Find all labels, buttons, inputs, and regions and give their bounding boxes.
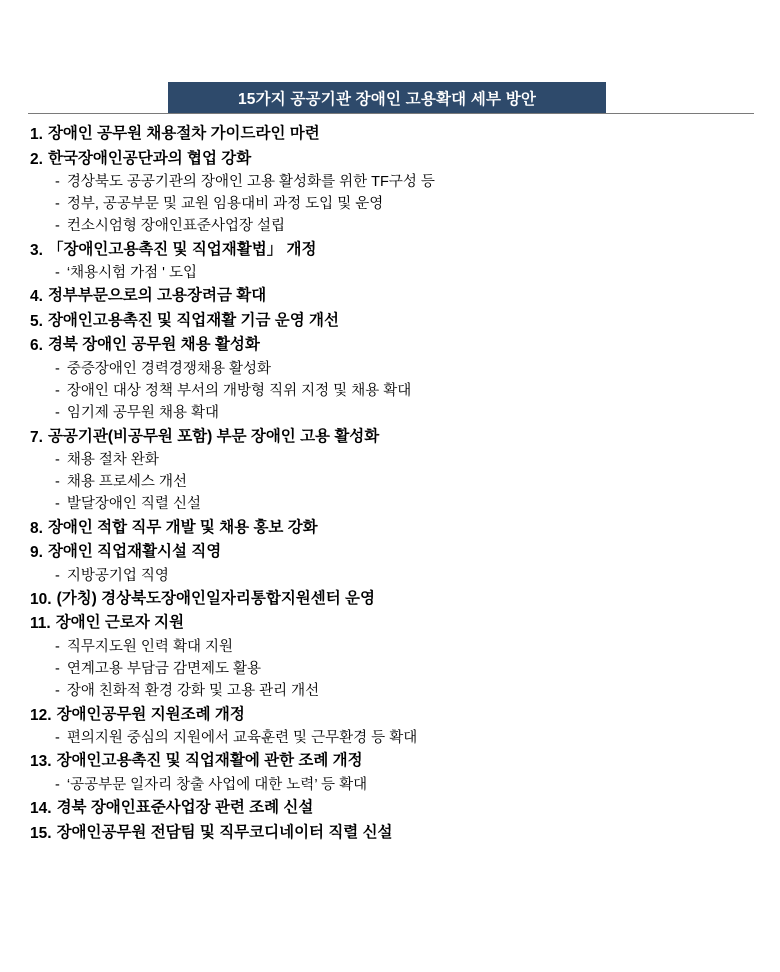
sub-list-item-label: 편의지원 중심의 지원에서 교육훈련 및 근무환경 등 확대: [66, 730, 418, 747]
list-item-number: 9.: [30, 544, 43, 562]
list-item: [30, 151, 754, 169]
list-item-number: 4.: [30, 288, 43, 306]
list-item: [30, 126, 754, 144]
sub-list-item: [30, 384, 754, 399]
dash-bullet-icon: -: [55, 218, 60, 235]
list-item: [30, 429, 754, 447]
dash-bullet-icon: -: [55, 567, 60, 584]
sub-list-item-label: 지방공기업 직영: [66, 567, 169, 584]
dash-bullet-icon: -: [55, 776, 60, 793]
sub-list-item-label: 연계고용 부담금 감면제도 활용: [66, 661, 262, 678]
sub-list-item: [30, 497, 754, 512]
list-item-number: 13.: [30, 753, 52, 771]
sub-list-item-label: 컨소시엄형 장애인표준사업장 설립: [66, 218, 286, 235]
sub-list-item: [30, 569, 754, 584]
list-item-number: 10.: [30, 590, 52, 608]
sub-list-item-label: ‘채용시험 가점 ' 도입: [66, 265, 197, 282]
header-divider: [28, 113, 754, 114]
list-item-number: 15.: [30, 824, 52, 842]
list-item: [30, 337, 754, 355]
list-item-label: 정부부문으로의 고용장려금 확대: [47, 287, 267, 305]
dash-bullet-icon: -: [55, 661, 60, 678]
list-item-label: 장애인고용촉진 및 직업재활에 관한 조례 개정: [56, 752, 363, 770]
sub-list-item: [30, 362, 754, 377]
list-item-number: 5.: [30, 312, 43, 330]
list-item: [30, 615, 754, 633]
list-item-label: 장애인 직업재활시설 직영: [47, 543, 222, 561]
list-item-label: 장애인공무원 지원조례 개정: [56, 705, 245, 723]
list-item-label: 「장애인고용촉진 및 직업재활법」 개정: [47, 240, 317, 258]
list-item-label: 경북 장애인 공무원 채용 활성화: [47, 336, 260, 354]
list-item: [30, 825, 754, 843]
dash-bullet-icon: -: [55, 683, 60, 700]
sub-list-item: [30, 453, 754, 468]
sub-list-item: [30, 662, 754, 677]
sub-list-item-label: 장애인 대상 정책 부서의 개방형 직위 지정 및 채용 확대: [66, 383, 412, 400]
list-item-number: 3.: [30, 241, 43, 259]
list-item: [30, 288, 754, 306]
sub-list-item: [30, 266, 754, 281]
sub-list-item-label: 중증장애인 경력경쟁채용 활성화: [66, 360, 271, 377]
list-item-label: 장애인고용촉진 및 직업재활 기금 운영 개선: [47, 311, 339, 329]
list-item-number: 6.: [30, 337, 43, 355]
list-item: [30, 753, 754, 771]
list-item-label: 장애인공무원 전담팀 및 직무코디네이터 직렬 신설: [56, 823, 393, 841]
sub-list-item: [30, 175, 754, 190]
sub-list-item-label: 장애 친화적 환경 강화 및 고용 관리 개선: [66, 683, 320, 700]
sub-list-item: [30, 640, 754, 655]
list-item: [30, 800, 754, 818]
sub-list-item-label: 임기제 공무원 채용 확대: [66, 405, 219, 422]
dash-bullet-icon: -: [55, 196, 60, 213]
measures-list: [30, 126, 754, 849]
sub-list-item-label: 발달장애인 직렬 신설: [66, 496, 201, 513]
list-item: [30, 707, 754, 725]
list-item-number: 1.: [30, 126, 43, 143]
list-item-label: 한국장애인공단과의 협업 강화: [47, 149, 252, 167]
list-item-number: 14.: [30, 800, 52, 817]
sub-list-item: [30, 475, 754, 490]
list-item-number: 12.: [30, 706, 52, 724]
sub-list-item: [30, 684, 754, 699]
list-item: [30, 313, 754, 331]
list-item-label: 장애인 적합 직무 개발 및 채용 홍보 강화: [47, 518, 318, 536]
list-item-label: 장애인 근로자 지원: [55, 614, 185, 632]
dash-bullet-icon: -: [55, 405, 60, 422]
list-item: [30, 520, 754, 538]
list-item-number: 7.: [30, 428, 43, 446]
sub-list-item-label: ‘공공부문 일자리 창출 사업에 대한 노력’ 등 확대: [66, 776, 368, 793]
sub-list-item: [30, 731, 754, 746]
list-item: [30, 242, 754, 260]
sub-list-item-label: 채용 절차 완화: [66, 452, 159, 469]
list-item-label: 공공기관(비공무원 포함) 부문 장애인 고용 활성화: [47, 427, 380, 445]
dash-bullet-icon: -: [55, 360, 60, 377]
dash-bullet-icon: -: [55, 174, 60, 190]
dash-bullet-icon: -: [55, 638, 60, 655]
dash-bullet-icon: -: [55, 730, 60, 747]
sub-list-item: [30, 219, 754, 234]
sub-list-item-label: 채용 프로세스 개선: [66, 474, 187, 491]
sub-list-item-label: 정부, 공공부문 및 교원 임용대비 과정 도입 및 운영: [66, 196, 384, 213]
sub-list-item: [30, 406, 754, 421]
sub-list-item: [30, 778, 754, 793]
dash-bullet-icon: -: [55, 383, 60, 400]
list-item-label: (가칭) 경상북도장애인일자리통합지원센터 운영: [56, 589, 375, 607]
dash-bullet-icon: -: [55, 496, 60, 513]
document-title-banner: [168, 82, 606, 114]
list-item-number: 2.: [30, 150, 43, 168]
sub-list-item-label: 경상북도 공공기관의 장애인 고용 활성화를 위한 TF구성 등: [66, 174, 435, 190]
list-item-label: 장애인 공무원 채용절차 가이드라인 마련: [47, 125, 320, 142]
list-item-number: 8.: [30, 519, 43, 537]
list-item-number: 11.: [30, 615, 51, 633]
dash-bullet-icon: -: [55, 265, 60, 282]
list-item-label: 경북 장애인표준사업장 관련 조례 신설: [56, 799, 314, 816]
sub-list-item: [30, 197, 754, 212]
dash-bullet-icon: -: [55, 474, 60, 491]
page-title: 15가지 공공기관 장애인 고용확대 세부 방안: [237, 91, 537, 108]
list-item: [30, 591, 754, 609]
dash-bullet-icon: -: [55, 452, 60, 469]
list-item: [30, 544, 754, 562]
sub-list-item-label: 직무지도원 인력 확대 지원: [66, 638, 234, 655]
